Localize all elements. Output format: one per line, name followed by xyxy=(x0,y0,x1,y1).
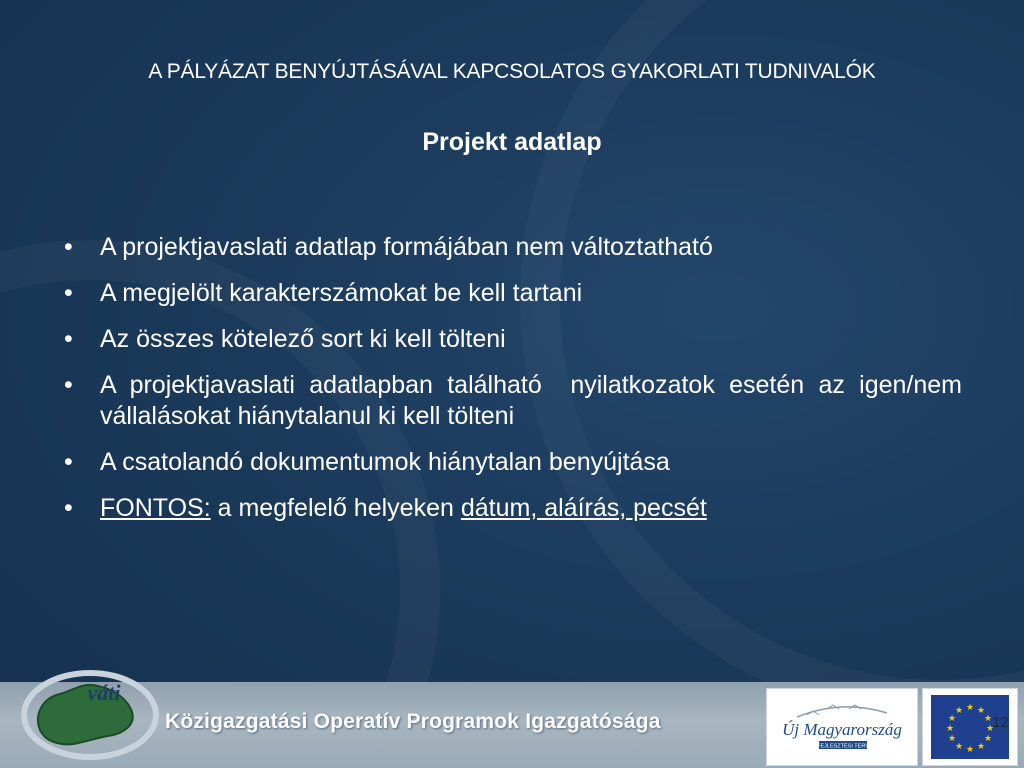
bullet-text: Az összes kötelező sort ki kell tölteni xyxy=(100,325,506,353)
bullet-item xyxy=(64,447,962,478)
bullet-item xyxy=(64,370,969,432)
bullet-marker: • xyxy=(64,494,73,522)
bullet-marker: • xyxy=(64,325,73,353)
bullet-item xyxy=(64,324,962,355)
slide-subtitle: Projekt adatlap xyxy=(422,128,602,156)
svg-text:★: ★ xyxy=(983,714,993,724)
bullet-marker: • xyxy=(64,233,73,261)
important-label: FONTOS: xyxy=(100,494,211,522)
bullet-marker: • xyxy=(64,448,73,476)
bullet-text: a megfelelő helyeken xyxy=(210,494,461,522)
svg-text:★: ★ xyxy=(965,703,975,713)
bullet-text: A projektjavaslati adatlapban található nyilatkozatok esetén az igen/nem vállalásokat hiánytalanul ki kell tölteni xyxy=(100,371,969,430)
hu-logo-text: Új Magyarország xyxy=(782,720,902,739)
svg-text:★: ★ xyxy=(954,742,964,752)
vati-logo xyxy=(20,660,160,765)
vati-logo-text: váti xyxy=(87,680,121,705)
svg-text:★: ★ xyxy=(985,724,995,734)
hu-logo-subtext: FEJLESZTÉSI TERV xyxy=(817,743,869,750)
bullet-text: A csatolandó dokumentumok hiánytalan benyújtása xyxy=(100,448,670,476)
bullet-list xyxy=(64,232,969,539)
page-number: 12 xyxy=(992,714,1009,731)
uj-magyarorszag-logo xyxy=(766,688,918,766)
footer-organization: Közigazgatási Operatív Programok Igazgatósága xyxy=(165,710,661,733)
svg-text:★: ★ xyxy=(976,742,986,752)
svg-text:★: ★ xyxy=(983,734,993,744)
bullet-text: A megjelölt karakterszámokat be kell tartani xyxy=(100,279,583,307)
svg-text:★: ★ xyxy=(945,724,955,734)
svg-text:★: ★ xyxy=(947,714,957,724)
svg-text:★: ★ xyxy=(976,706,986,716)
bullet-item xyxy=(64,278,962,309)
svg-text:★: ★ xyxy=(965,745,975,755)
bullet-marker: • xyxy=(64,279,73,307)
bullet-text: A projektjavaslati adatlap formájában nem változtatható xyxy=(100,233,713,261)
svg-text:★: ★ xyxy=(954,706,964,716)
bullet-marker: • xyxy=(64,371,73,399)
important-emphasis: dátum, aláírás, pecsét xyxy=(460,494,707,522)
svg-text:★: ★ xyxy=(947,734,957,744)
bullet-item-important xyxy=(64,493,962,524)
bullet-item xyxy=(64,232,962,263)
slide-header-title: A PÁLYÁZAT BENYÚJTÁSÁVAL KAPCSOLATOS GYAKORLATI TUDNIVALÓK xyxy=(148,60,876,83)
